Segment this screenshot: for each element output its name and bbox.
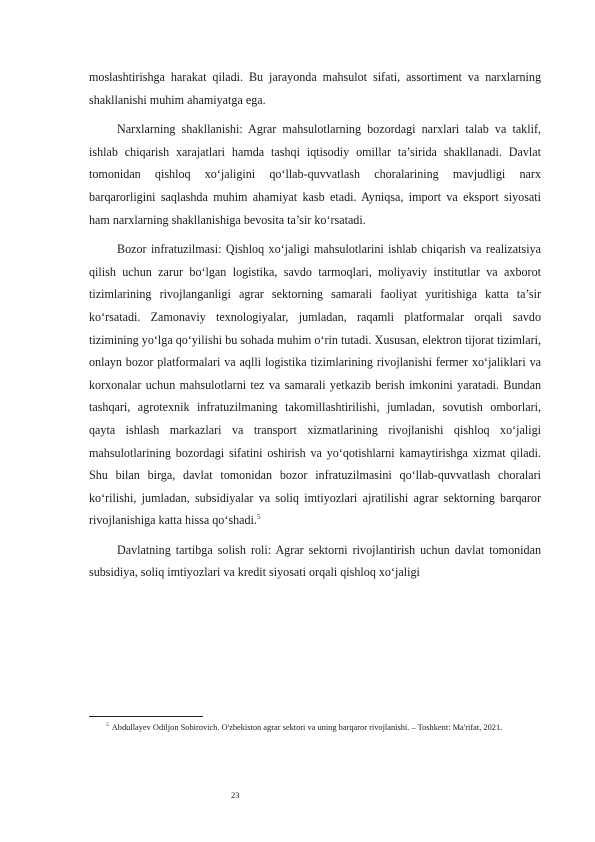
footnote (108, 720, 541, 735)
paragraph-state-regulation (89, 539, 541, 584)
paragraph-price-formation (89, 118, 541, 231)
paragraph-market-infrastructure (89, 238, 541, 532)
paragraph-continuation (89, 66, 541, 111)
footnote-separator (89, 716, 203, 717)
paragraph-text: Davlatning tartibga solish roli: Agrar sektorni rivojlantirish uchun davlat tomonidan subsidiya, soliq imtiyozlari va kredit siyosati orqali qishloq xo‘jaligi (89, 542, 541, 580)
paragraph-text: Narxlarning shakllanishi: Agrar mahsulotlarning bozordagi narxlari talab va taklif, ishlab chiqarish xarajatlari hamda tashqi iqtisodiy omillar ta’sirida shakllanadi. Davlat tomonidan qishloq xo‘jaligini qo‘llab-quvvatlash choralarining mavjudligi narx barqarorligini saqlashda muhim ahamiyat kasb etadi. Ayniqsa, import va eksport siyosati ham narxlarning shakllanishiga bevosita ta’sir ko‘rsatadi. (89, 122, 541, 227)
footnote-number: 5 (106, 722, 109, 729)
main-text (89, 66, 541, 584)
paragraph-text: moslashtirishga harakat qiladi. Bu jarayonda mahsulot sifati, assortiment va narxlarning shakllanishi muhim ahamiyatga ega. (89, 70, 541, 107)
page-number: 23 (231, 791, 240, 800)
paragraph-text: Bozor infratuzilmasi: Qishloq xo‘jaligi mahsulotlarini ishlab chiqarish va realizatsiya qilish uchun zarur bo‘lgan logistika, savdo tarmoqlari, moliyaviy institutlar va axborot tizimlarining rivojlanganligi agrar sektorning samarali faoliyat yuritishiga katta ta’sir ko‘rsatadi. Zamonaviy texnologiyalar, jumladan, raqamli platformalar orqali savdo tizimining yo‘lga qo‘yilishi bu sohada muhim o‘rin tutadi. Xususan, elektron tijorat tizimlari, onlayn bozor platformalari va aqlli logistika tizimlarining rivojlanishi fermer xo‘jaliklari va korxonalar uchun mahsulotlarni tez va samarali yetkazib berish imkonini yaratadi. Bundan tashqari, agrotexnik infratuzilmaning takomillashtirilishi, jumladan, sovutish omborlari, qayta ishlash markazlari va transport xizmatlarining rivojlanishi qishloq xo‘jaligi mahsulotlarining bozordagi sifatini oshirish va yo‘qotishlarni kamaytirishga xizmat qiladi. Shu bilan birga, davlat tomonidan bozor infratuzilmasini qo‘llab-quvvatlash choralari ko‘rilishi, jumladan, subsidiyalar va soliq imtiyozlari ajratilishi agrar sektorning barqaror rivojlanishiga katta hissa qo‘shadi. (89, 242, 541, 528)
footnote-reference[interactable]: 5 (256, 513, 261, 522)
footnote-text: Abdullayev Odiljon Sobirovich. O'zbekiston agrar sektori va uning barqaror rivojlanishi. – Toshkent: Ma'rifat, 2021. (111, 723, 503, 732)
